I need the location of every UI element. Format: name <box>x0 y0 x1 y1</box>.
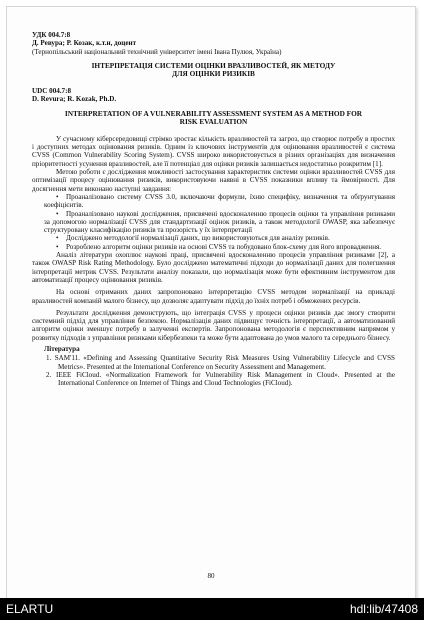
title-uk-line2: ДЛЯ ОЦІНКИ РИЗИКІВ <box>172 69 255 79</box>
bullet-icon: • <box>56 209 59 218</box>
handle-label: hdl:lib/47408 <box>349 602 418 616</box>
list-item-text: Проаналізовано систему CVSS 3.0, включаючи формули, їхню специфіку, визначення та обґрунтування коефіцієнтів. <box>44 192 395 210</box>
reference-number: 2. <box>46 370 52 379</box>
title-uk-line1: ІНТЕРПРЕТАЦІЯ СИСТЕМИ ОЦІНКИ ВРАЗЛИВОСТЕЙ, ЯК МЕТОДУ <box>91 60 336 70</box>
paragraph-literature: Аналіз літератури охоплює наукові праці, присвячені вдосконаленню процесів управління ризиками [2], а також OWASP Risk Rating Methodology. Було досліджено математичні підходи до нормалізації даних для полегшення інтерпретації метрик CVSS. Результати аналізу показали, що нормалізація може бути ефективним інструментом для автоматизації процесу оцінювання ризиків. <box>32 251 395 284</box>
reference-text: IEEE FiCloud. «Normalization Framework for Vulnerability Risk Management in Cloud». Presented at the International Conference on Internet of Things and Cloud Technologies (FiCloud). <box>56 370 395 388</box>
page-content <box>32 31 395 387</box>
title-uk <box>32 62 395 79</box>
reference-item <box>32 371 395 388</box>
footer-bar <box>0 598 424 620</box>
reference-text: SAM'11. «Defining and Assessing Quantitative Security Risk Measures Using Vulnerability Lifecycle and CVSS Metrics». Presented at the International Conference on Security Assessment and Management. <box>54 354 395 371</box>
list-item <box>32 210 395 235</box>
paragraph-results: Результати дослідження демонструють, що інтеграція CVSS у процеси оцінки ризиків дає змогу створити системний підхід для управління безпекою. Нормалізація даних підвищує точність інтерпретації, а автоматизований алгоритм оцінки зменшує потребу в залученні експертів. Запропонована методологія є перспективним напрямом у розвитку підходів з управління ризиками кібербезпеки та може бути адаптована до умов малого та середнього бізнесу. <box>32 308 395 342</box>
title-en-line1: INTERPRETATION OF A VULNERABILITY ASSESSMENT SYSTEM AS A METHOD FOR <box>64 108 363 118</box>
udk-code: УДК 004.7:8 <box>32 31 71 39</box>
list-item <box>32 234 395 242</box>
paragraph-goal: Метою роботи є дослідження можливості застосування характеристик системи оцінки вразливостей CVSS для оптимізації процесу оцінювання ризиків, використовуючи наявні в CVSS показники впливу та ймовірності. Для досягнення мети виконано наступні завдання: <box>32 168 395 193</box>
authors-en: D. Revura; R. Kozak, Ph.D. <box>32 95 117 104</box>
bullet-icon: • <box>56 242 59 251</box>
bullet-icon: • <box>56 192 59 201</box>
paragraph-intro: У сучасному кіберсередовищі стрімко зростає кількість вразливостей та загроз, що створює потребу в простих і доступних методах оцінювання ризиків. Одним із ключових інструментів для оцінювання вразливостей є система CVSS (Common Vulnerability Scoring System). CVSS широко використовується в різних організаціях для визначення пріоритетності усунення вразливостей, але її потенціал для оцінки ризиків залишається недостатньо розкритим [1]. <box>32 134 395 168</box>
list-item <box>32 243 395 251</box>
paragraph-proposal: На основі отриманих даних запропоновано інтерпретацію CVSS методом нормалізації на прикладі вразливостей компаній малого бізнесу, що дозволяє адаптувати підхід до їхніх потреб і обмежених ресурсів. <box>32 288 395 305</box>
authors-uk: Д. Ревура; Р. Козак, к.т.н, доцент <box>32 39 137 48</box>
references-heading: Література <box>44 344 80 353</box>
reference-number: 1. <box>46 354 52 363</box>
title-en <box>32 110 395 127</box>
list-item-text: Розроблено алгоритм оцінки ризиків на основі CVSS та побудовано блок-схему для його впровадження. <box>66 242 382 251</box>
reference-item <box>32 354 395 371</box>
list-item-text: Проаналізовано наукові дослідження, присвячені вдосконаленню процесів оцінки та управління ризиками за допомогою нормалізації CVSS для стандартизації оцінок ризиків, а також методології OWASP, яка забезпечує структуровану класифікацію ризиків та прозорість у їх інтерпретації <box>44 209 395 235</box>
repository-label: ELARTU <box>6 602 54 616</box>
affiliation-uk: (Тернопільський національний технічний університет імені Івана Пулюя, Україна) <box>32 47 282 56</box>
list-item <box>32 193 395 210</box>
document-page <box>6 6 416 599</box>
udc-code: UDC 004.7:8 <box>32 87 72 96</box>
list-item-text: Досліджено методології нормалізації даних, що використовуються для аналізу ризиків. <box>66 234 330 243</box>
title-en-line2: RISK EVALUATION <box>179 117 248 127</box>
bullet-icon: • <box>56 234 59 243</box>
page-number: 80 <box>207 572 215 580</box>
